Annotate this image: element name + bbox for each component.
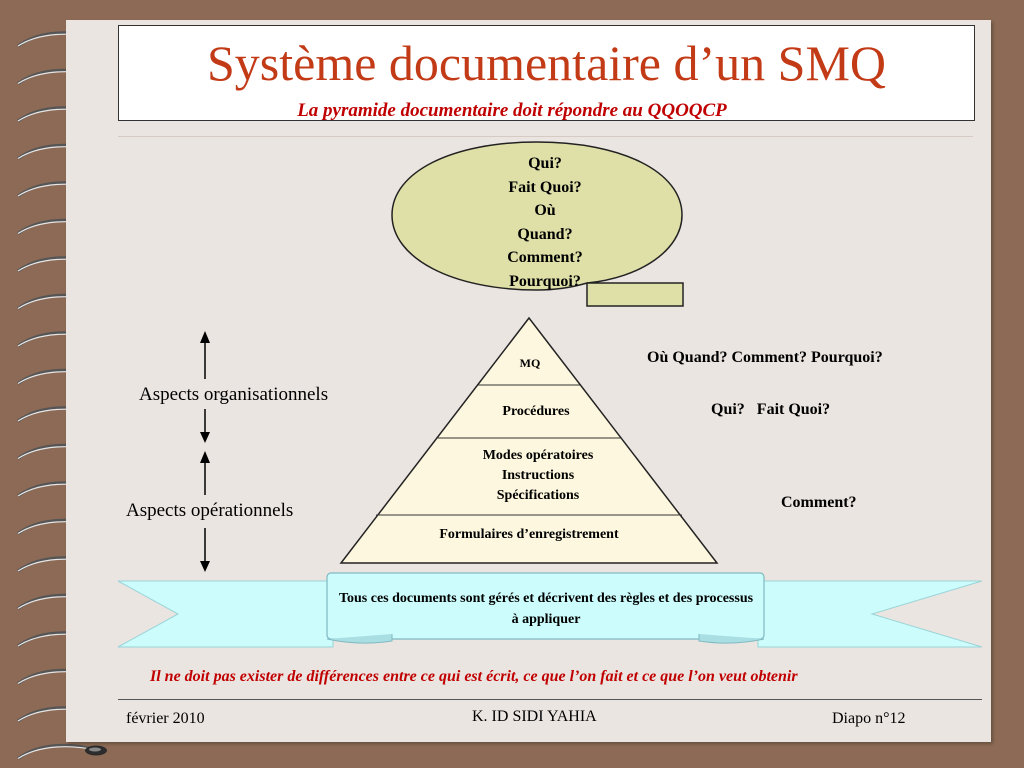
bubble-questions [440,152,650,293]
label-operational-question: Comment? [781,494,857,511]
bubble-line: Fait Quoi? [508,178,582,196]
arrowhead-up [200,451,210,463]
slide-subtitle: La pyramide documentaire doit répondre au QQOQCP [297,100,727,121]
label-mq-questions: Où Quand? Comment? Pourquoi? [647,349,883,366]
label-operational: Aspects opérationnels [126,500,294,521]
bubble-line: Qui? [528,155,562,172]
note: Il ne doit pas exister de différences entre ce qui est écrit, ce que l’on fait et ce que l’on veut obtenir [150,668,798,685]
arrowhead-down [200,561,210,572]
footer-author: K. ID SIDI YAHIA [472,708,597,725]
pyramid-level-operational [418,446,658,506]
pyramid-level-procedures: Procédures [502,404,570,419]
bubble-line: Pourquoi? [509,272,581,290]
pyramid-level-forms: Formulaires d’enregistrement [439,527,619,542]
footer-date: février 2010 [126,710,205,727]
ribbon-right-tail [758,581,982,647]
bubble-line: Comment? [507,249,583,266]
label-organisational: Aspects organisationnels [139,384,329,405]
ribbon-left-tail [118,581,333,647]
footer-divider [118,699,982,700]
pyramid-level3-line: Instructions [501,468,575,483]
arrowhead-down [200,432,210,443]
ribbon-text: Tous ces documents sont gérés et décrivent des règles et des processus à appliquer [338,591,754,627]
bubble-line: Où [534,202,556,219]
footer-slide-number: Diapo n°12 [832,710,906,727]
pyramid-level3-line: Modes opératoires [482,448,594,463]
pyramid-level-mq: MQ [519,356,541,370]
label-procedures-questions: Qui? Fait Quoi? [711,401,831,418]
arrowhead-up [200,331,210,343]
slide-title: Système documentaire d’un SMQ [206,35,887,91]
pyramid-level3-line: Spécifications [496,488,580,503]
bubble-line: Quand? [517,225,573,243]
